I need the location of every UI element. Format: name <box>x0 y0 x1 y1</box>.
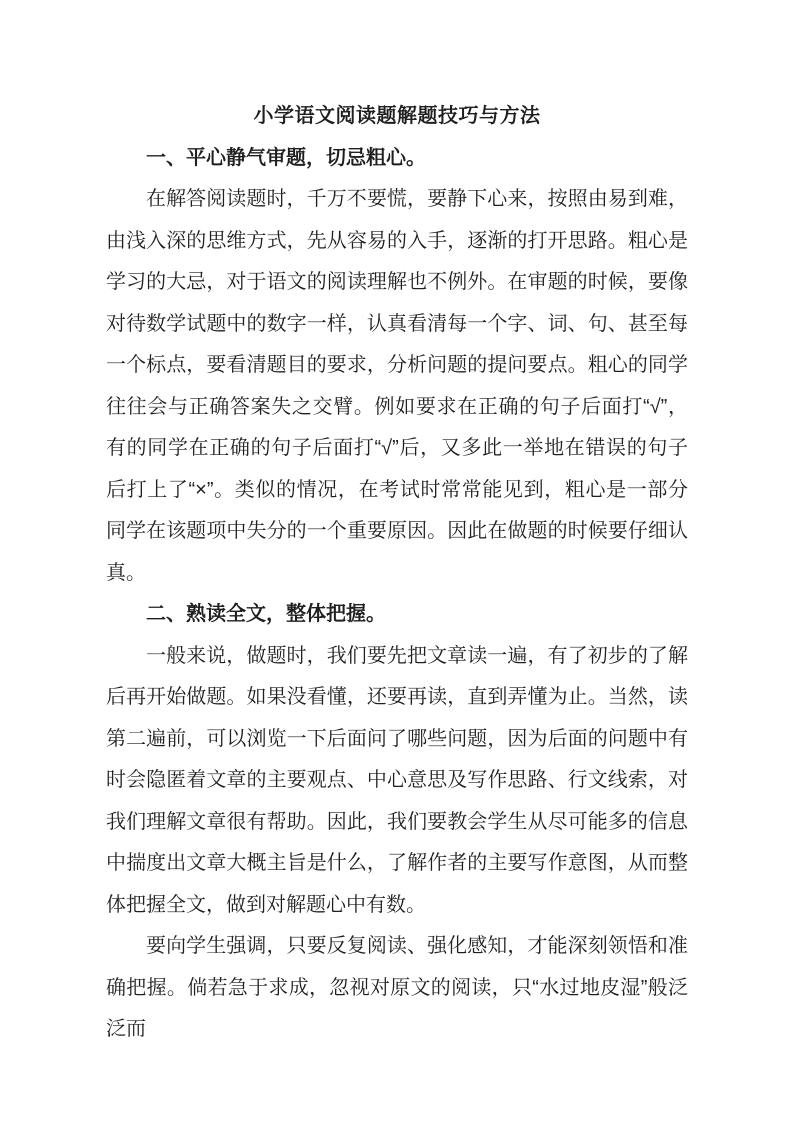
section-2-paragraph-1: 一般来说，做题时，我们要先把文章读一遍，有了初步的了解后再开始做题。如果没看懂，还要再读，直到弄懂为止。当然，读第二遍前，可以浏览一下后面问了哪些问题，因为后面的问题中有时会隐匿着文章的主要观点、中心意思及写作思路、行文线索，对我们理解文章很有帮助。因此，我们要教会学生从尽可能多的信息中揣度出文章大概主旨是什么，了解作者的主要写作意图，从而整体把握全文，做到对解题心中有数。 <box>106 644 688 916</box>
section-1-paragraph-1: 在解答阅读题时，千万不要慌，要静下心来，按照由易到难，由浅入深的思维方式，先从容易的入手，逐渐的打开思路。粗心是学习的大忌，对于语文的阅读理解也不例外。在审题的时候，要像对待数学试题中的数字一样，认真看清每一个字、词、句、甚至每一个标点，要看清题目的要求，分析问题的提问要点。粗心的同学往往会与正确答案失之交臂。例如要求在正确的句子后面打“√”，有的同学在正确的句子后面打“√”后，又多此一举地在错误的句子后打上了“×”。类似的情况，在考试时常常能见到，粗心是一部分同学在该题项中失分的一个重要原因。因此在做题的时候要仔细认真。 <box>106 188 688 584</box>
section-1-heading: 一、平心静气审题，切忌粗心。 <box>146 146 426 169</box>
section-2-paragraph-2: 要向学生强调，只要反复阅读、强化感知，才能深刻领悟和准确把握。倘若急于求成，忽视对原文的阅读，只“水过地皮湿”般泛泛而 <box>106 935 688 1040</box>
document-title: 小学语文阅读题解题技巧与方法 <box>253 105 541 127</box>
section-2-heading: 二、熟读全文，整体把握。 <box>146 603 386 625</box>
